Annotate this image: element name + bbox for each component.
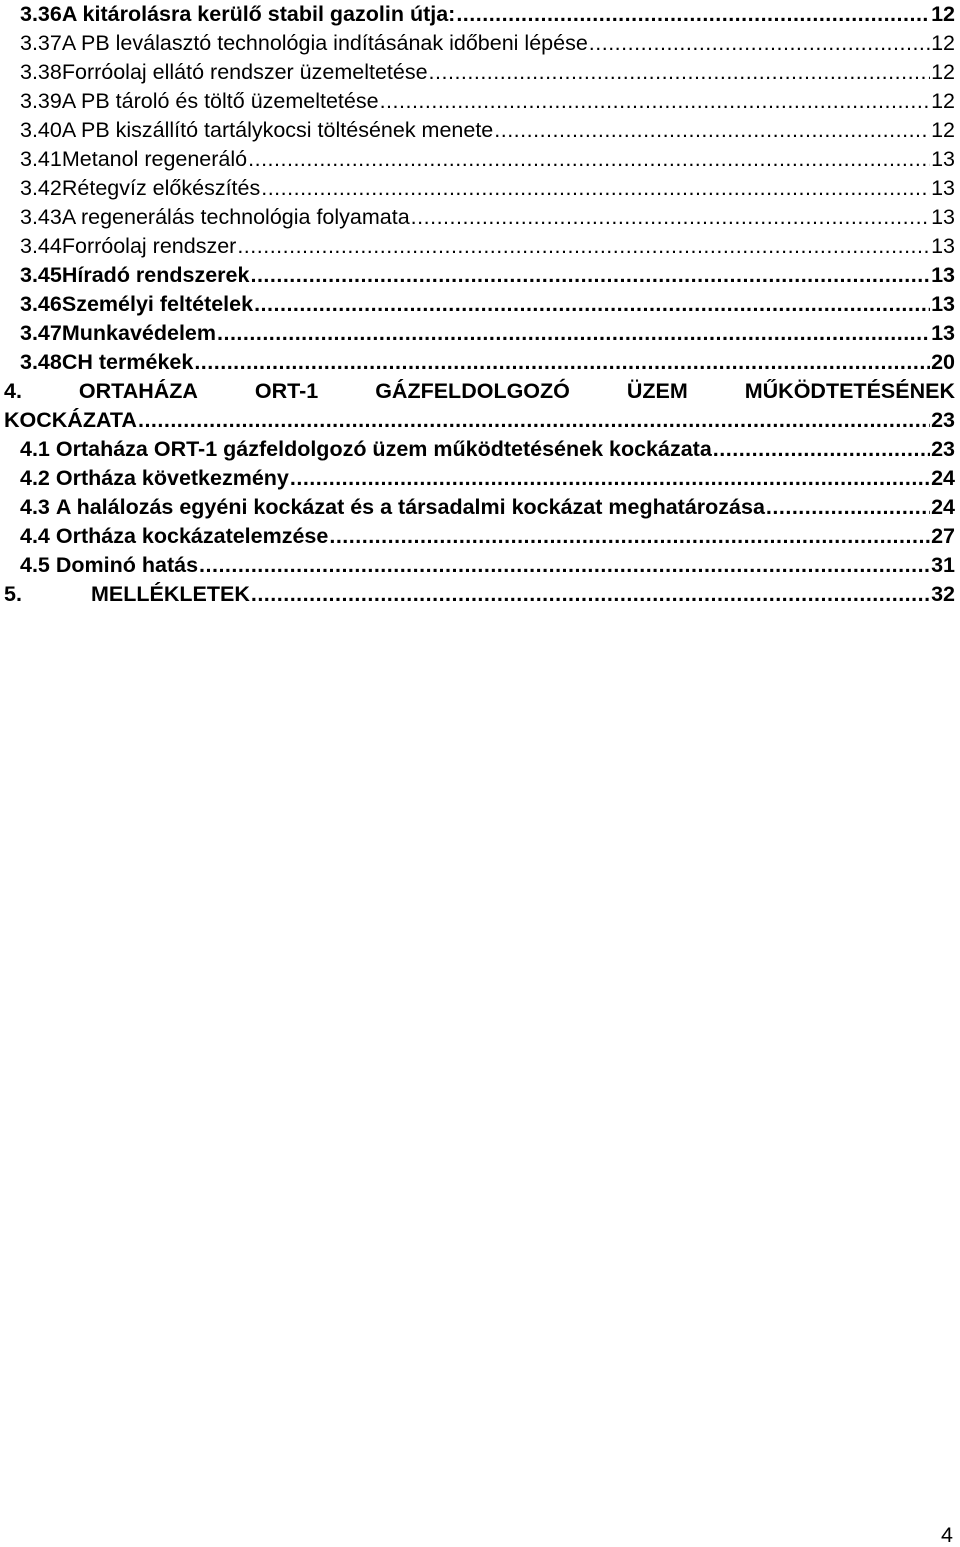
toc-entry-3-45[interactable]	[4, 261, 955, 290]
toc-entry-title: A halálozás egyéni kockázat és a társadalmi kockázat meghatározása	[55, 495, 765, 519]
chapter-title-word: GÁZFELDOLGOZÓ	[375, 379, 570, 403]
toc-entry-number: 3.41	[20, 147, 62, 171]
toc-entry-number: 3.38	[20, 60, 62, 84]
toc-entry-page: 27	[931, 524, 955, 548]
toc-entry-page: 13	[931, 292, 955, 316]
toc-leader-dots	[290, 464, 930, 493]
toc-entry-3-36[interactable]	[4, 0, 955, 29]
toc-leader-dots	[194, 348, 930, 377]
toc-leader-dots	[456, 0, 930, 29]
toc-entry-number: 3.40	[20, 118, 62, 142]
toc-leader-dots	[589, 29, 930, 58]
toc-entry-number: 3.46	[20, 292, 62, 316]
toc-entry-title: Forróolaj ellátó rendszer üzemeltetése	[61, 60, 428, 84]
toc-entry-title: A kitárolásra kerülő stabil gazolin útja:	[61, 2, 456, 26]
toc-entry-number: 4.2	[20, 466, 50, 490]
chapter-number: 5.	[4, 582, 22, 606]
toc-entry-title: CH termékek	[61, 350, 194, 374]
toc-leader-dots	[411, 203, 930, 232]
toc-entry-number: 4.1	[20, 437, 50, 461]
chapter-4-title-line	[4, 377, 955, 406]
toc-entry-page: 13	[931, 176, 955, 200]
toc-entry-page: 13	[931, 205, 955, 229]
toc-entry-title: Személyi feltételek	[61, 292, 254, 316]
toc-entry-number: 3.39	[20, 89, 62, 113]
toc-entry-3-37[interactable]	[4, 29, 955, 58]
toc-entry-page: 24	[931, 495, 955, 519]
toc-entry-3-44[interactable]	[4, 232, 955, 261]
toc-entry-page: 13	[931, 234, 955, 258]
toc-entry-title: Forróolaj rendszer	[61, 234, 237, 258]
toc-entry-number: 3.48	[20, 350, 62, 374]
toc-entry-number: 4.4	[20, 524, 50, 548]
toc-entry-page: 23	[931, 408, 955, 432]
chapter-title-word: ORT-1	[254, 379, 319, 403]
toc-entry-page: 31	[931, 553, 955, 577]
toc-entry-page: 12	[931, 2, 955, 26]
toc-entry-title: Ortháza következmény	[55, 466, 289, 490]
toc-entry-3-43[interactable]	[4, 203, 955, 232]
toc-entry-title: Rétegvíz előkészítés	[61, 176, 261, 200]
chapter-title-continuation: KOCKÁZATA	[4, 408, 137, 432]
toc-entry-3-47[interactable]	[4, 319, 955, 348]
toc-entry-title: Ortháza kockázatelemzése	[55, 524, 329, 548]
toc-leader-dots	[138, 406, 930, 435]
toc-entry-title: Munkavédelem	[61, 321, 217, 345]
toc-entry-3-48[interactable]	[4, 348, 955, 377]
toc-entry-page: 12	[931, 89, 955, 113]
toc-leader-dots	[217, 319, 930, 348]
chapter-4-continuation-line	[4, 406, 955, 435]
toc-leader-dots	[713, 435, 930, 464]
chapter-title: MELLÉKLETEK	[91, 582, 250, 606]
toc-entry-title: Ortaháza ORT-1 gázfeldolgozó üzem működtetésének kockázata	[55, 437, 712, 461]
toc-entry-3-42[interactable]	[4, 174, 955, 203]
toc-entry-title: A PB tároló és töltő üzemeltetése	[61, 89, 379, 113]
toc-entry-3-41[interactable]	[4, 145, 955, 174]
toc-leader-dots	[248, 145, 930, 174]
page-number: 4	[941, 1523, 953, 1547]
toc-entry-page: 32	[931, 582, 955, 606]
toc-leader-dots	[254, 290, 930, 319]
toc-entry-number: 3.37	[20, 31, 62, 55]
toc-entry-page: 20	[931, 350, 955, 374]
toc-entry-number: 3.43	[20, 205, 62, 229]
toc-entry-page: 12	[931, 118, 955, 142]
toc-entry-page: 13	[931, 147, 955, 171]
toc-entry-title: Dominó hatás	[55, 553, 199, 577]
toc-entry-3-38[interactable]	[4, 58, 955, 87]
toc-entry-page: 12	[931, 60, 955, 84]
toc-entry-page: 12	[931, 31, 955, 55]
toc-entry-title: A PB kiszállító tartálykocsi töltésének menete	[61, 118, 494, 142]
toc-entry-chapter-4[interactable]	[4, 377, 955, 435]
toc-leader-dots	[251, 580, 930, 609]
chapter-title-word: ORTAHÁZA	[78, 379, 198, 403]
toc-entry-4-2[interactable]	[4, 464, 955, 493]
toc-entry-page: 24	[931, 466, 955, 490]
toc-entry-3-46[interactable]	[4, 290, 955, 319]
toc-entry-page: 13	[931, 321, 955, 345]
toc-entry-title: Híradó rendszerek	[61, 263, 250, 287]
toc-entry-3-39[interactable]	[4, 87, 955, 116]
toc-entry-number: 3.42	[20, 176, 62, 200]
toc-entry-number: 4.5	[20, 553, 50, 577]
toc-leader-dots	[199, 551, 930, 580]
toc-entry-4-3[interactable]	[4, 493, 955, 522]
chapter-title-word: MŰKÖDTETÉSÉNEK	[744, 379, 955, 403]
toc-entry-chapter-5[interactable]	[4, 580, 955, 609]
toc-entry-title: A regenerálás technológia folyamata	[61, 205, 410, 229]
toc-entry-title: Metanol regeneráló	[61, 147, 248, 171]
chapter-title-word: ÜZEM	[626, 379, 688, 403]
toc-entry-title: A PB leválasztó technológia indításának időbeni lépése	[61, 31, 588, 55]
toc-leader-dots	[766, 493, 930, 522]
toc-entry-page: 23	[931, 437, 955, 461]
toc-leader-dots	[237, 232, 930, 261]
toc-entry-number: 3.44	[20, 234, 62, 258]
toc-entry-number: 3.45	[20, 263, 62, 287]
toc-leader-dots	[380, 87, 931, 116]
table-of-contents	[4, 0, 955, 609]
toc-leader-dots	[494, 116, 930, 145]
toc-entry-page: 13	[931, 263, 955, 287]
toc-entry-number: 4.3	[20, 495, 50, 519]
toc-entry-4-1[interactable]	[4, 435, 955, 464]
toc-leader-dots	[429, 58, 931, 87]
toc-entry-number: 3.47	[20, 321, 62, 345]
toc-leader-dots	[261, 174, 930, 203]
toc-entry-3-40[interactable]	[4, 116, 955, 145]
chapter-number: 4.	[4, 379, 22, 403]
toc-leader-dots	[250, 261, 930, 290]
toc-entry-4-4[interactable]	[4, 522, 955, 551]
toc-entry-4-5[interactable]	[4, 551, 955, 580]
toc-leader-dots	[329, 522, 930, 551]
toc-entry-number: 3.36	[20, 2, 62, 26]
